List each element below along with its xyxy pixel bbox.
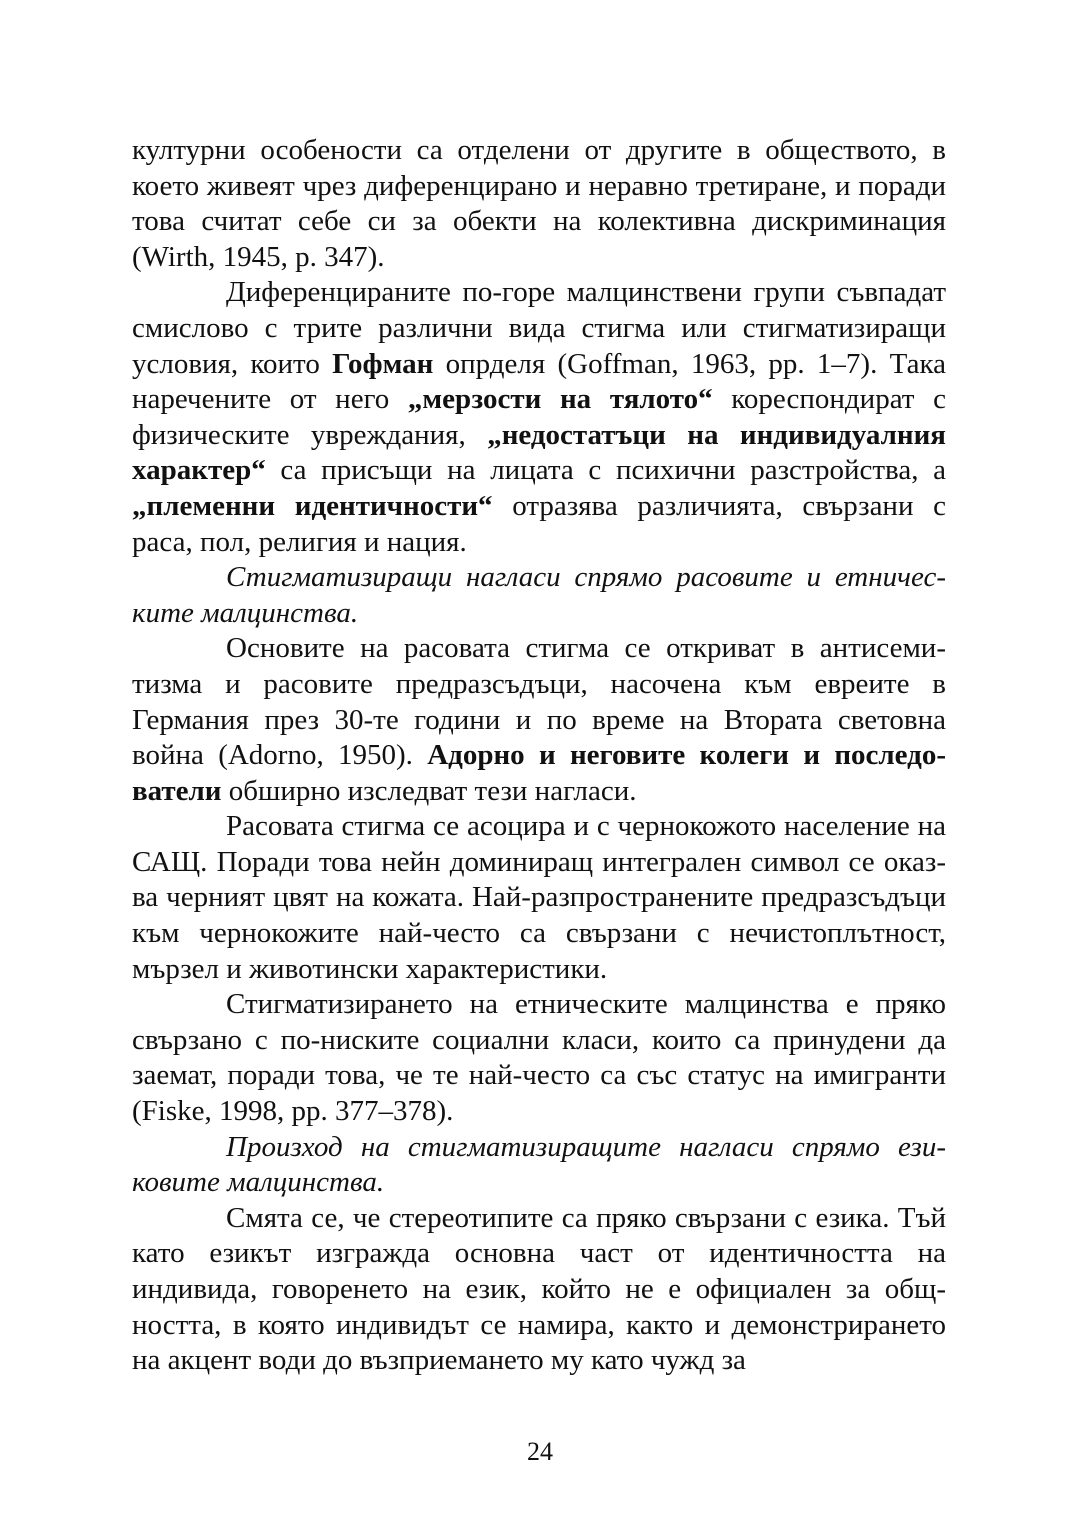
- paragraph-2-bold-goffman: Гофман: [332, 347, 434, 380]
- paragraph-3-text-1: Основите на расовата стигма се откриват в антисемитизма и расовите предразсъдъци, насочена към евреите в Германия през 30-те години и по време на Втората световна война (Adorno, 1950).: [132, 632, 946, 772]
- paragraph-5: [132, 987, 946, 1129]
- paragraph-2: [132, 275, 946, 560]
- page-body: [132, 133, 946, 1379]
- paragraph-2-text-3: кореспондират с физическите увреждания,: [132, 383, 947, 451]
- paragraph-2-bold-tribal: „племенни идентичности“: [132, 489, 493, 522]
- paragraph-1: [132, 133, 946, 275]
- page-number: 24: [527, 1437, 553, 1466]
- paragraph-4: [132, 809, 946, 987]
- paragraph-5-text: Стигматизирането на етническите малцинства е пряко свързано с по-ниските социални класи, които са принудени да заемат, поради това, че те най-често са със статус на имигранти (Fiske, 1998, pp. 377–378).: [132, 988, 946, 1128]
- paragraph-6: [132, 1201, 946, 1379]
- section-heading-racial: Стигматизиращи нагласи спрямо расовите и етничес-ките малцинства.: [132, 561, 946, 629]
- paragraph-4-text: Расовата стигма се асоцира и с чернокожото население на САЩ. Поради това нейн доминиращ интегрален символ се оказва черният цвят на кожата. Най-разпространените предразсъдъци към чернокожите най-често са свързани с нечистоплътност, мързел и животински характеристики.: [132, 810, 946, 985]
- paragraph-3-text-2: обширно изследват тези нагласи.: [221, 774, 637, 807]
- paragraph-3: [132, 631, 946, 809]
- paragraph-1-text: културни особености са отделени от другите в обществото, в което живеят чрез диференцирано и неравно третиране, и поради това считат себе си за обекти на колективна дискриминация (Wirth, 1945, p. 347).: [132, 134, 946, 273]
- paragraph-2-text-4: са присъщи на лицата с психични разстройства, а: [265, 454, 946, 487]
- paragraph-2-bold-character: „недостатъци на индивидуалния характер“: [132, 418, 946, 487]
- paragraph-2-bold-body: „мерзости на тялото“: [407, 383, 713, 416]
- paragraph-3-bold-adorno: Адорно и неговите колеги и последователи: [132, 739, 946, 807]
- section-heading-language: Произход на стигматизиращите нагласи спрямо езиковите малцинства.: [132, 1130, 946, 1199]
- paragraph-2-text-5: отразява различията, свързани с раса, пол, религия и нация.: [132, 489, 946, 558]
- paragraph-6-text: Смята се, че стереотипите са пряко свързани с езика. Тъй като езикът изгражда основна част от идентичността на индивида, говоренето на език, който не е официален за общността, в която индивидът се намира, както и демонстрирането на акцент води до възприемането му като чужд за: [132, 1201, 946, 1377]
- paragraph-2-text-2: опрделя (Goffman, 1963, pp. 1–7). Така наречените от него: [132, 347, 946, 416]
- paragraph-2-text-1: Диференцираните по-горе малцинствени групи съвпадат смислово с трите различни вида стигма или стигматизиращи условия, които: [132, 276, 946, 380]
